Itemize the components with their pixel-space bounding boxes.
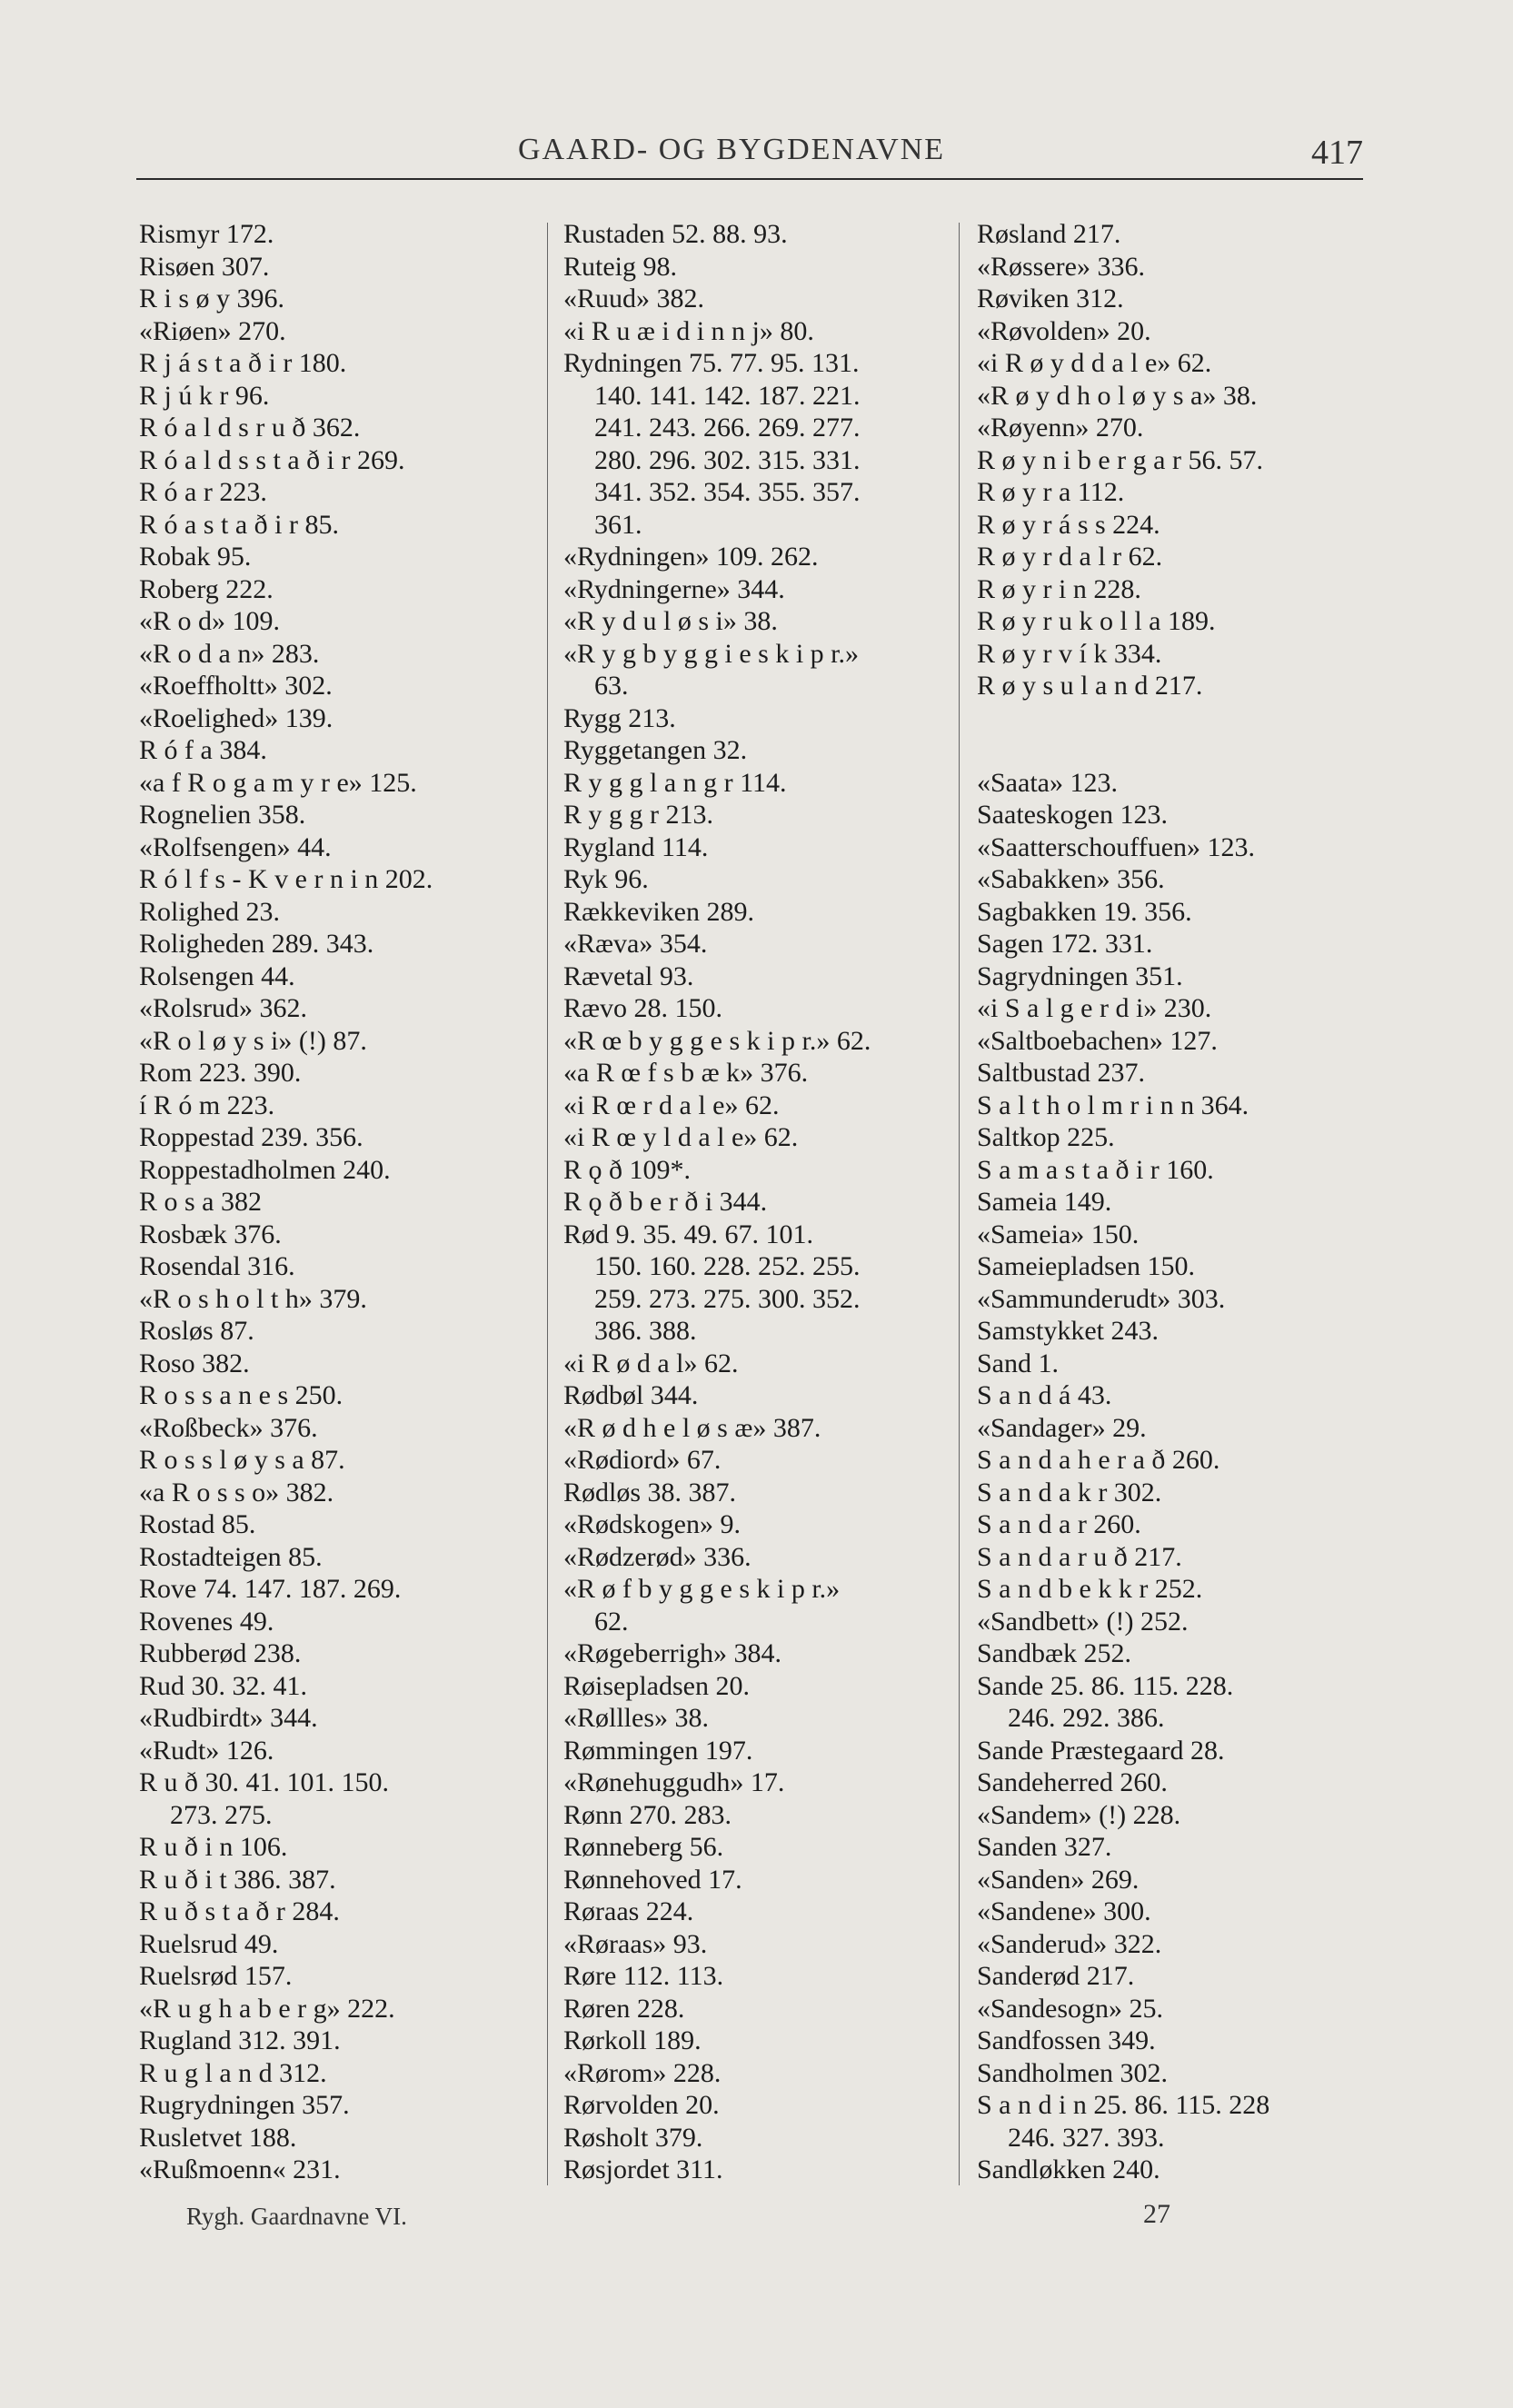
index-entry: «Ræva» 354. <box>563 929 708 959</box>
index-entry: Sandeherred 260. <box>977 1767 1168 1797</box>
index-entry: Sagbakken 19. 356. <box>977 896 1192 927</box>
index-entry: Ruelsrud 49. <box>139 1928 279 1959</box>
index-entry: «Rudt» 126. <box>139 1735 274 1766</box>
index-entry: Rødbøl 344. <box>563 1380 699 1410</box>
index-entry: S a n d i n 25. 86. 115. 228 <box>977 2090 1270 2120</box>
index-entry: «Røgeberrigh» 384. <box>563 1638 781 1668</box>
column-gap <box>977 734 1368 767</box>
index-entry: «a R o s s o» 382. <box>139 1477 334 1507</box>
index-entry: Røisepladsen 20. <box>563 1670 750 1701</box>
index-entry: S a n d á 43. <box>977 1380 1112 1410</box>
index-entry: S a m a s t a ð i r 160. <box>977 1154 1214 1185</box>
index-entry: Ryk 96. <box>563 864 649 894</box>
index-entry: S a n d a r 260. <box>977 1509 1141 1539</box>
index-entry: «Røyenn» 270. <box>977 413 1144 443</box>
index-entry: «Sabakken» 356. <box>977 864 1165 894</box>
index-entry: R ó a s t a ð i r 85. <box>139 509 339 540</box>
index-entry: Røre 112. 113. <box>563 1961 724 1991</box>
signature-mark: 27 <box>1143 2199 1170 2229</box>
index-entry: Samstykket 243. <box>977 1316 1159 1346</box>
index-entry: «Røraas» 93. <box>563 1928 708 1959</box>
index-entry: «Rydningerne» 344. <box>563 573 785 604</box>
index-entry: Røren 228. <box>563 1993 685 2024</box>
index-entry-continuation: 62. <box>594 1606 629 1637</box>
index-entry: «Rødskogen» 9. <box>563 1509 741 1539</box>
index-entry: «Rønehuggudh» 17. <box>563 1767 785 1797</box>
index-entry: S a n d a r u ð 217. <box>977 1541 1182 1572</box>
index-entry: Rugland 312. 391. <box>139 2025 341 2055</box>
page-number: 417 <box>1311 134 1363 172</box>
index-entry: «i S a l g e r d i» 230. <box>977 993 1212 1023</box>
index-entry: Sandløkken 240. <box>977 2154 1160 2184</box>
index-entry: «R y d u l ø s i» 38. <box>563 606 778 636</box>
index-entry: Sagrydningen 351. <box>977 960 1183 991</box>
index-entry: «Sandbett» (!) 252. <box>977 1606 1189 1637</box>
index-entry: Rismyr 172. <box>139 219 274 249</box>
index-entry: «Rolsrud» 362. <box>139 993 308 1023</box>
index-entry: «Sandene» 300. <box>977 1896 1151 1926</box>
index-entry: «a R œ f s b æ k» 376. <box>563 1058 809 1088</box>
index-entry: Rækkeviken 289. <box>563 896 754 927</box>
index-entry: S a n d b e k k r 252. <box>977 1574 1203 1604</box>
index-entry: Røsjordet 311. <box>563 2154 723 2184</box>
index-entry: R u ð 30. 41. 101. 150. <box>139 1767 390 1797</box>
index-entry-continuation: 386. 388. <box>594 1316 697 1346</box>
index-entry: Rostad 85. <box>139 1509 256 1539</box>
index-entry: «Sanden» 269. <box>977 1864 1140 1895</box>
index-entry: Rosendal 316. <box>139 1251 295 1281</box>
index-entry: «R ø y d h o l ø y s a» 38. <box>977 380 1258 411</box>
index-entry: Roso 382. <box>139 1348 250 1378</box>
index-entry: «Rødiord» 67. <box>563 1445 722 1475</box>
index-entry: Sameia 149. <box>977 1187 1112 1217</box>
index-entry: Sande 25. 86. 115. 228. <box>977 1670 1234 1701</box>
index-entry: Rolsengen 44. <box>139 960 295 991</box>
index-entry: Sandbæk 252. <box>977 1638 1132 1668</box>
index-entry: «Sammunderudt» 303. <box>977 1283 1226 1314</box>
index-entry: R o s a 382 <box>139 1187 262 1217</box>
index-entry-continuation: 246. 327. 393. <box>1008 2122 1165 2153</box>
index-entry: Rud 30. 32. 41. <box>139 1670 308 1701</box>
index-entry: Sand 1. <box>977 1348 1059 1378</box>
index-entry: «R y g b y g g i e s k i p r.» <box>563 638 860 669</box>
index-entry: Rødløs 38. 387. <box>563 1477 737 1507</box>
index-entry: «R o d» 109. <box>139 606 281 636</box>
index-entry: R ǫ ð 109*. <box>563 1154 692 1185</box>
index-entry: R y g g l a n g r 114. <box>563 767 787 798</box>
index-entry: Rognelien 358. <box>139 800 306 830</box>
index-entry: «Roßbeck» 376. <box>139 1412 318 1443</box>
index-entry: R ó a l d s r u ð 362. <box>139 413 361 443</box>
column-divider-2 <box>959 223 960 2185</box>
index-entry: Ruelsrød 157. <box>139 1961 293 1991</box>
index-entry: Saltbustad 237. <box>977 1058 1145 1088</box>
index-entry: R ø y r d a l r 62. <box>977 542 1163 572</box>
index-entry: Rovenes 49. <box>139 1606 274 1637</box>
index-entry: S a n d a k r 302. <box>977 1477 1162 1507</box>
index-entry: «Ruud» 382. <box>563 284 705 313</box>
index-column-1 <box>139 218 530 2186</box>
index-entry: R ǫ ð b e r ð i 344. <box>563 1187 768 1217</box>
index-entry-continuation: 246. 292. 386. <box>1008 1703 1165 1733</box>
index-entry: Ruteig 98. <box>563 251 677 282</box>
index-entry-continuation: 361. <box>594 509 642 540</box>
index-entry: R ó f a 384. <box>139 735 267 765</box>
index-column-3 <box>977 218 1368 2186</box>
index-entry: Røsland 217. <box>977 219 1121 249</box>
index-entry: «Sandager» 29. <box>977 1412 1147 1443</box>
index-entry: «Rudbirdt» 344. <box>139 1703 318 1733</box>
index-entry: R ø y n i b e r g a r 56. 57. <box>977 444 1263 475</box>
index-entry: R y g g r 213. <box>563 800 713 830</box>
index-entry: «Rydningen» 109. 262. <box>563 542 819 572</box>
index-entry: «Sameia» 150. <box>977 1219 1140 1249</box>
index-entry: R u ð i t 386. 387. <box>139 1864 336 1895</box>
index-entry: «Roelighed» 139. <box>139 702 333 733</box>
index-entry: R u g l a n d 312. <box>139 2057 327 2088</box>
index-entry: Rønn 270. 283. <box>563 1799 732 1830</box>
index-entry: Risøen 307. <box>139 251 270 282</box>
index-entry: «Sandesogn» 25. <box>977 1993 1163 2024</box>
index-entry: S a n d a h e r a ð 260. <box>977 1445 1220 1475</box>
index-entry: Rustaden 52. 88. 93. <box>563 219 788 249</box>
index-entry: R ó a r 223. <box>139 477 267 507</box>
index-entry: Roppestadholmen 240. <box>139 1154 391 1185</box>
index-entry-continuation: 63. <box>594 671 629 701</box>
index-entry: Rugrydningen 357. <box>139 2090 350 2120</box>
index-entry: Rævo 28. 150. <box>563 993 723 1023</box>
index-entry: «Røssere» 336. <box>977 251 1145 282</box>
index-entry: Rosløs 87. <box>139 1316 254 1346</box>
index-entry: R o s s a n e s 250. <box>139 1380 343 1410</box>
column-gap <box>977 702 1368 735</box>
index-entry: Robak 95. <box>139 542 252 572</box>
index-entry: «Rußmoenn« 231. <box>139 2154 341 2184</box>
index-entry: Saltkop 225. <box>977 1122 1115 1152</box>
index-entry: Rom 223. 390. <box>139 1058 302 1088</box>
index-entry-continuation: 280. 296. 302. 315. 331. <box>594 444 861 475</box>
index-entry: Rosbæk 376. <box>139 1219 282 1249</box>
index-entry: Rønnehoved 17. <box>563 1864 742 1895</box>
index-entry: Sanden 327. <box>977 1832 1112 1862</box>
index-entry-continuation: 341. 352. 354. 355. 357. <box>594 477 861 507</box>
index-entry: Sandholmen 302. <box>977 2057 1168 2088</box>
index-entry: R ø y r v í k 334. <box>977 638 1162 669</box>
running-title: GAARD- OG BYGDENAVNE <box>518 133 946 166</box>
index-entry: «i R œ r d a l e» 62. <box>563 1090 780 1120</box>
index-entry: «Saatterschouffuen» 123. <box>977 831 1256 862</box>
index-entry: Rusletvet 188. <box>139 2122 297 2153</box>
index-entry: «R u g h a b e r g» 222. <box>139 1993 395 2024</box>
index-entry: «Sandem» (!) 228. <box>977 1799 1181 1830</box>
index-entry-continuation: 150. 160. 228. 252. 255. <box>594 1251 861 1281</box>
index-entry: Rygland 114. <box>563 831 709 862</box>
index-entry: R ó a l d s s t a ð i r 269. <box>139 444 405 475</box>
index-entry-continuation: 259. 273. 275. 300. 352. <box>594 1283 861 1314</box>
index-entry: Røviken 312. <box>977 284 1124 313</box>
index-entry: Sanderød 217. <box>977 1961 1135 1991</box>
index-entry: Sameiepladsen 150. <box>977 1251 1195 1281</box>
index-entry: Saateskogen 123. <box>977 800 1168 830</box>
index-entry: R i s ø y 396. <box>139 284 285 313</box>
index-entry: Roligheden 289. 343. <box>139 929 374 959</box>
index-entry-continuation: 140. 141. 142. 187. 221. <box>594 380 861 411</box>
index-entry: «i R ø d a l» 62. <box>563 1348 739 1378</box>
index-entry: R j á s t a ð i r 180. <box>139 348 347 378</box>
index-entry: «Roeffholtt» 302. <box>139 671 333 701</box>
index-entry: Rubberød 238. <box>139 1638 302 1668</box>
index-entry: Sandfossen 349. <box>977 2025 1156 2055</box>
index-entry: «Røllles» 38. <box>563 1703 710 1733</box>
index-entry: í R ó m 223. <box>139 1090 275 1120</box>
index-entry: «Rørom» 228. <box>563 2057 722 2088</box>
index-entry: «R ø f b y g g e s k i p r.» <box>563 1574 841 1604</box>
index-entry: «R o d a n» 283. <box>139 638 320 669</box>
index-entry: Rørkoll 189. <box>563 2025 702 2055</box>
index-entry-continuation: 273. 275. <box>170 1799 273 1830</box>
index-entry: «R o s h o l t h» 379. <box>139 1283 367 1314</box>
index-entry: «i R œ y l d a l e» 62. <box>563 1122 799 1152</box>
index-entry: Roppestad 239. 356. <box>139 1122 363 1152</box>
index-entry: R o s s l ø y s a 87. <box>139 1445 345 1475</box>
index-entry: «Saltboebachen» 127. <box>977 1025 1218 1056</box>
index-entry: Rygg 213. <box>563 702 676 733</box>
index-entry: Rævetal 93. <box>563 960 694 991</box>
index-entry: Rove 74. 147. 187. 269. <box>139 1574 402 1604</box>
index-entry: R j ú k r 96. <box>139 380 270 411</box>
index-entry: Sande Præstegaard 28. <box>977 1735 1225 1766</box>
index-entry: Rød 9. 35. 49. 67. 101. <box>563 1219 814 1249</box>
index-column-2 <box>563 218 954 2186</box>
index-entry: Rørvolden 20. <box>563 2090 720 2120</box>
index-entry: «Røvolden» 20. <box>977 315 1151 346</box>
index-entry: «R ø d h e l ø s æ» 387. <box>563 1412 821 1443</box>
index-entry: «R œ b y g g e s k i p r.» 62. <box>563 1025 871 1056</box>
index-entry: R ø y r i n 228. <box>977 573 1141 604</box>
index-entry: R ø y r u k o l l a 189. <box>977 606 1216 636</box>
index-entry: «a f R o g a m y r e» 125. <box>139 767 417 798</box>
index-entry: «Rolfsengen» 44. <box>139 831 332 862</box>
index-entry: «Riøen» 270. <box>139 315 286 346</box>
index-entry: R ø y s u l a n d 217. <box>977 671 1203 701</box>
index-entry: Rønneberg 56. <box>563 1832 724 1862</box>
index-entry: Rydningen 75. 77. 95. 131. <box>563 348 860 378</box>
page-header <box>136 125 1363 180</box>
index-entry: R ø y r a 112. <box>977 477 1125 507</box>
footer-source: Rygh. Gaardnavne VI. <box>186 2203 407 2230</box>
index-entry: Roberg 222. <box>139 573 274 604</box>
index-entry: «i R u æ i d i n n j» 80. <box>563 315 814 346</box>
index-entry: R u ð i n 106. <box>139 1832 288 1862</box>
column-divider-1 <box>547 223 548 2185</box>
index-entry: S a l t h o l m r i n n 364. <box>977 1090 1249 1120</box>
index-entry: «Sanderud» 322. <box>977 1928 1162 1959</box>
index-entry: R ø y r á s s 224. <box>977 509 1160 540</box>
index-entry: «Saata» 123. <box>977 767 1118 798</box>
index-entry: Røsholt 379. <box>563 2122 703 2153</box>
index-entry: «Rødzerød» 336. <box>563 1541 752 1572</box>
index-entry: Rolighed 23. <box>139 896 280 927</box>
index-entry: Røraas 224. <box>563 1896 694 1926</box>
index-entry: Rostadteigen 85. <box>139 1541 323 1572</box>
index-entry: Rømmingen 197. <box>563 1735 753 1766</box>
index-entry: Ryggetangen 32. <box>563 735 748 765</box>
index-entry: «i R ø y d d a l e» 62. <box>977 348 1212 378</box>
index-entry: Sagen 172. 331. <box>977 929 1153 959</box>
index-entry: R ó l f s - K v e r n i n 202. <box>139 864 433 894</box>
index-entry: R u ð s t a ð r 284. <box>139 1896 340 1926</box>
index-entry-continuation: 241. 243. 266. 269. 277. <box>594 413 861 443</box>
index-entry: «R o l ø y s i» (!) 87. <box>139 1025 367 1056</box>
